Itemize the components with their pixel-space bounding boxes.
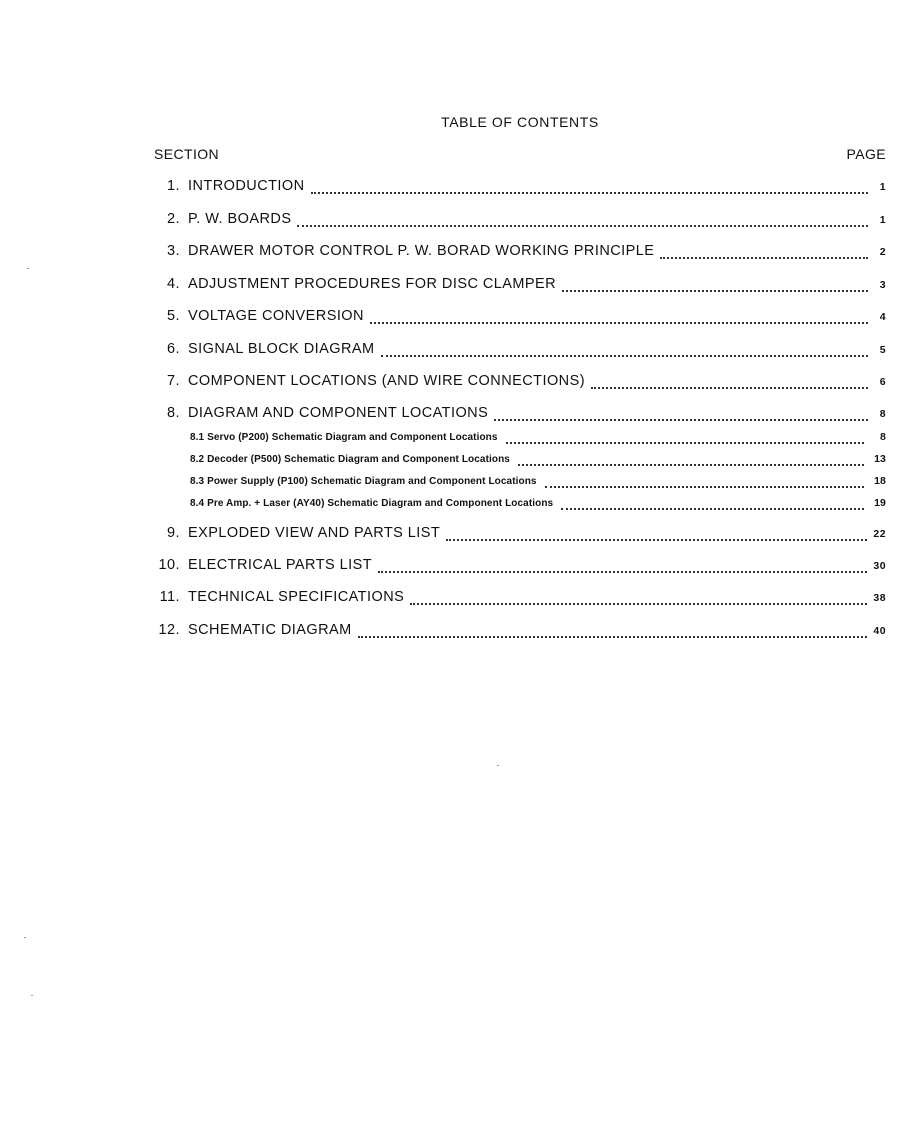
entry-page: 38: [873, 592, 886, 604]
entry-page: 22: [873, 528, 886, 540]
dot-leader: [311, 191, 868, 194]
subentry-label: 8.1 Servo (P200) Schematic Diagram and Component Locations: [190, 432, 498, 443]
toc-subentry: [190, 431, 886, 447]
entry-number: 7.: [167, 373, 180, 389]
dot-leader: [381, 354, 868, 357]
entry-label: DRAWER MOTOR CONTROL P. W. BORAD WORKING PRINCIPLE: [188, 243, 655, 259]
entry-label: EXPLODED VIEW AND PARTS LIST: [188, 525, 441, 541]
toc-entry: [146, 211, 886, 231]
entry-page: 2: [879, 246, 886, 258]
toc-entry: [146, 622, 886, 642]
entry-number: 1.: [167, 178, 180, 194]
toc-entry: [146, 178, 886, 198]
dot-leader: [410, 602, 867, 605]
entry-label: VOLTAGE CONVERSION: [188, 308, 364, 324]
dot-leader: [518, 463, 864, 466]
entry-page: 1: [879, 214, 886, 226]
scan-speck: [497, 765, 499, 766]
dot-leader: [545, 485, 864, 488]
subentry-label: 8.4 Pre Amp. + Laser (AY40) Schematic Diagram and Component Locations: [190, 498, 554, 509]
entry-page: 4: [879, 311, 886, 323]
dot-leader: [358, 635, 868, 638]
entry-page: 5: [879, 344, 886, 356]
toc-title: TABLE OF CONTENTS: [441, 114, 599, 130]
entry-label: P. W. BOARDS: [188, 211, 292, 227]
entry-page: 6: [879, 376, 886, 388]
subentry-label: 8.3 Power Supply (P100) Schematic Diagram and Component Locations: [190, 476, 537, 487]
subentry-page: 8: [880, 431, 886, 443]
toc-subentry: [190, 453, 886, 469]
entry-number: 3.: [167, 243, 180, 259]
scan-speck: [27, 268, 29, 269]
dot-leader: [591, 386, 868, 389]
page-header: PAGE: [846, 146, 886, 162]
toc-entry: [146, 405, 886, 425]
entry-page: 30: [873, 560, 886, 572]
dot-leader: [446, 538, 867, 541]
toc-entry: [146, 243, 886, 263]
entry-number: 10.: [158, 557, 180, 573]
toc-entry: [146, 373, 886, 393]
toc-entry: [146, 525, 886, 545]
entry-label: SCHEMATIC DIAGRAM: [188, 622, 352, 638]
entry-page: 1: [879, 181, 886, 193]
subentry-page: 13: [874, 453, 886, 465]
dot-leader: [561, 507, 864, 510]
entry-label: DIAGRAM AND COMPONENT LOCATIONS: [188, 405, 489, 421]
entry-number: 8.: [167, 405, 180, 421]
dot-leader: [370, 321, 868, 324]
dot-leader: [660, 256, 868, 259]
toc-entry: [146, 276, 886, 296]
toc-entry: [146, 557, 886, 577]
entry-number: 9.: [167, 525, 180, 541]
toc-subentry: [190, 475, 886, 491]
subentry-page: 19: [874, 497, 886, 509]
entry-number: 4.: [167, 276, 180, 292]
dot-leader: [562, 289, 868, 292]
entry-label: COMPONENT LOCATIONS (AND WIRE CONNECTIONS): [188, 373, 585, 389]
entry-label: ELECTRICAL PARTS LIST: [188, 557, 373, 573]
entry-page: 40: [873, 625, 886, 637]
toc-subentry: [190, 497, 886, 513]
entry-page: 3: [879, 279, 886, 291]
entry-page: 8: [879, 408, 886, 420]
dot-leader: [506, 441, 864, 444]
dot-leader: [378, 570, 867, 573]
scan-speck: [31, 995, 33, 996]
subentry-page: 18: [874, 475, 886, 487]
entry-label: ADJUSTMENT PROCEDURES FOR DISC CLAMPER: [188, 276, 557, 292]
entry-label: SIGNAL BLOCK DIAGRAM: [188, 341, 375, 357]
dot-leader: [494, 418, 868, 421]
entry-number: 2.: [167, 211, 180, 227]
scan-speck: [24, 937, 26, 938]
entry-number: 5.: [167, 308, 180, 324]
toc-entry: [146, 589, 886, 609]
entry-label: INTRODUCTION: [188, 178, 305, 194]
dot-leader: [297, 224, 868, 227]
entry-label: TECHNICAL SPECIFICATIONS: [188, 589, 405, 605]
toc-entry: [146, 308, 886, 328]
subentry-label: 8.2 Decoder (P500) Schematic Diagram and Component Locations: [190, 454, 510, 465]
toc-entry: [146, 341, 886, 361]
section-header: SECTION: [154, 146, 220, 162]
entry-number: 6.: [167, 341, 180, 357]
entry-number: 11.: [159, 589, 180, 605]
entry-number: 12.: [158, 622, 180, 638]
